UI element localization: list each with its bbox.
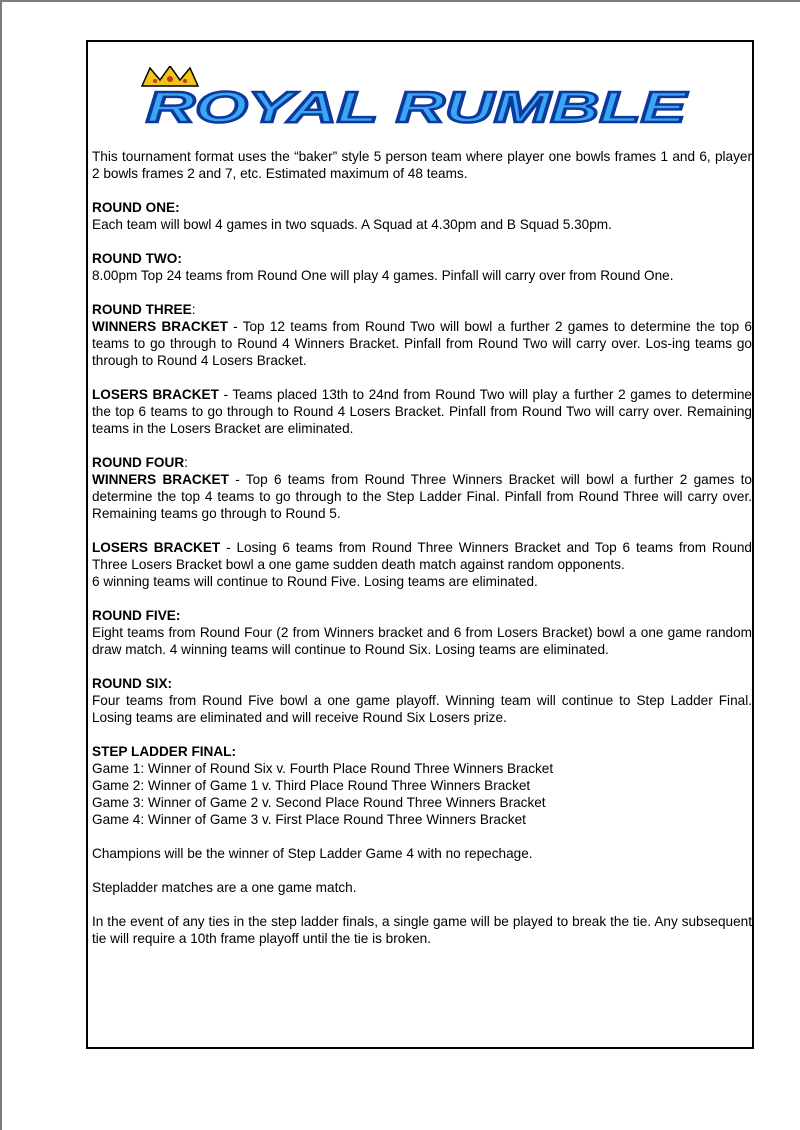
- round-four-losers-label: LOSERS BRACKET: [92, 540, 221, 555]
- round-two-heading: ROUND TWO:: [92, 251, 182, 266]
- viewer-edge-left: [0, 0, 2, 1130]
- round-five-text: Eight teams from Round Four (2 from Winners bracket and 6 from Losers Bracket) bowl a one game random draw match. 4 winning teams will continue to Round Six. Losing teams are eliminated.: [92, 625, 752, 657]
- round-three-losers-text: - Teams placed 13th to 24nd from Round Two will play a further 2 games to determine the top 6 teams to go through to Round 4 Losers Bracket. Pinfall from Round Two will carry over. Remaining teams in the Losers Bracket are eliminated.: [92, 387, 752, 436]
- round-three-losers-label: LOSERS BRACKET: [92, 387, 219, 402]
- round-four-heading: ROUND FOUR: [92, 455, 185, 470]
- round-three-winners-label: WINNERS BRACKET: [92, 319, 228, 334]
- round-four-losers: [92, 539, 752, 573]
- round-three-winners-text: - Top 12 teams from Round Two will bowl a further 2 games to determine the top 6 teams to go through to Round 4 Winners Bracket. Pinfall from Round Two will carry over. Los-ing teams go through to Round 4 Losers Bracket.: [92, 319, 752, 368]
- round-four-colon: :: [184, 455, 188, 470]
- round-four-winners-label: WINNERS BRACKET: [92, 472, 229, 487]
- royal-rumble-logo: [136, 66, 696, 128]
- ties-text: In the event of any ties in the step ladder finals, a single game will be played to break the tie. Any subsequent tie will require a 10th frame playoff until the tie is broken.: [92, 914, 752, 946]
- step-ladder-heading: STEP LADDER FINAL:: [92, 744, 236, 759]
- round-one-text: Each team will bowl 4 games in two squads. A Squad at 4.30pm and B Squad 5.30pm.: [92, 217, 612, 232]
- round-four-heading-line: [92, 454, 752, 471]
- viewer-edge-top: [0, 0, 800, 2]
- round-five-heading: ROUND FIVE:: [92, 608, 181, 623]
- champions-text: Champions will be the winner of Step Ladder Game 4 with no repechage.: [92, 846, 533, 861]
- intro-paragraph: This tournament format uses the “baker” style 5 person team where player one bowls frames 1 and 6, player 2 bowls frames 2 and 7, etc. Estimated maximum of 48 teams.: [92, 149, 752, 181]
- round-six-heading: ROUND SIX:: [92, 676, 173, 691]
- stepladder-note: Stepladder matches are a one game match.: [92, 880, 357, 895]
- round-two-text: 8.00pm Top 24 teams from Round One will play 4 games. Pinfall will carry over from Round One.: [92, 268, 674, 283]
- step-ladder-game-4: Game 4: Winner of Game 3 v. First Place Round Three Winners Bracket: [92, 812, 526, 827]
- round-three-colon: :: [191, 302, 196, 317]
- round-three-winners: [92, 318, 752, 369]
- document-body: [92, 148, 752, 947]
- round-one-heading: ROUND ONE:: [92, 200, 180, 215]
- round-six-text: Four teams from Round Five bowl a one game playoff. Winning team will continue to Step Ladder Final. Losing teams are eliminated and will receive Round Six Losers prize.: [92, 693, 752, 725]
- step-ladder-game-1: Game 1: Winner of Round Six v. Fourth Place Round Three Winners Bracket: [92, 761, 554, 776]
- round-three-losers: [92, 386, 752, 437]
- round-four-losers-text-2: 6 winning teams will continue to Round Five. Losing teams are eliminated.: [92, 574, 538, 589]
- round-four-winners: [92, 471, 752, 522]
- round-four-losers-text: - Losing 6 teams from Round Three Winners Bracket and Top 6 teams from Round Three Losers Bracket bowl a one game sudden death match against random opponents.: [92, 540, 752, 572]
- round-three-heading: ROUND THREE: [92, 302, 192, 317]
- step-ladder-game-3: Game 3: Winner of Game 2 v. Second Place Round Three Winners Bracket: [92, 795, 546, 810]
- step-ladder-game-2: Game 2: Winner of Game 1 v. Third Place Round Three Winners Bracket: [92, 778, 531, 793]
- round-four-winners-text: - Top 6 teams from Round Three Winners Bracket will bowl a further 2 games to determine the top 4 teams to go through to the Step Ladder Final. Pinfall from Round Three will carry over. Remaining teams go through to Round 5.: [92, 472, 752, 521]
- logo-text: ROYAL RUMBLE: [146, 83, 689, 128]
- round-three-heading-line: [92, 301, 752, 318]
